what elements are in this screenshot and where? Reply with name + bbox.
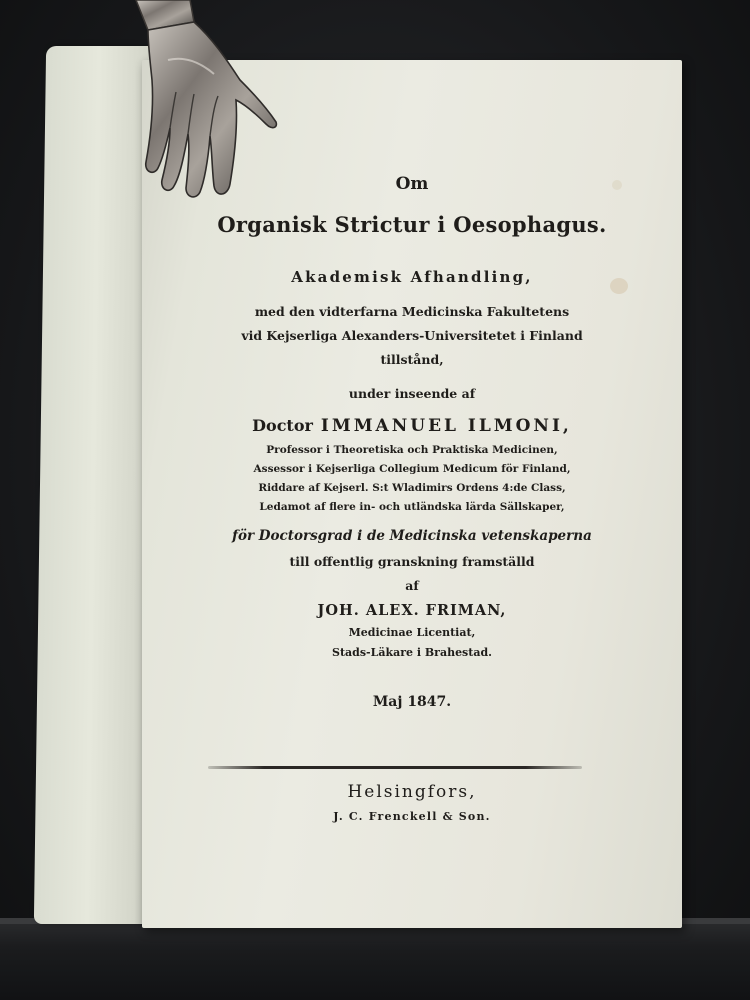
credential-line-1: Professor i Theoretiska och Praktiska Medicinen,: [266, 444, 558, 456]
purpose-line: för Doctorsgrad i de Medicinska vetenskaperna: [232, 528, 592, 544]
book-title: Organisk Strictur i Oesophagus.: [217, 212, 607, 237]
author-name: JOH. ALEX. FRIMAN,: [317, 602, 507, 619]
credential-line-4: Ledamot af flere in- och utländska lärda Sällskaper,: [259, 501, 565, 513]
sanction-line-2: vid Kejserliga Alexanders-Universitetet i Finland: [241, 328, 583, 343]
printer-name: J. C. Frenckell & Son.: [333, 810, 491, 823]
pointing-hand-icon: [128, 0, 288, 200]
author-title-2: Stads-Läkare i Brahestad.: [332, 646, 492, 659]
genre-line: Akademisk Afhandling,: [291, 268, 533, 286]
praeses-name: IMMANUEL ILMONI,: [320, 416, 572, 436]
credential-line-2: Assessor i Kejserliga Collegium Medicum för Finland,: [253, 463, 571, 475]
publication-place: Helsingfors,: [347, 782, 477, 802]
sanction-line-1: med den vidterfarna Medicinska Fakultetens: [254, 304, 570, 319]
praeses-intro: under inseende af: [348, 386, 476, 401]
divider-rule: [208, 766, 582, 769]
af-line: af: [405, 578, 419, 593]
public-line: till offentlig granskning framställd: [289, 554, 535, 569]
sanction-line-3: tillstånd,: [380, 352, 444, 367]
praeses-name-line: [142, 416, 682, 436]
doctor-prefix: Doctor: [252, 416, 313, 435]
credential-line-3: Riddare af Kejserl. S:t Wladimirs Ordens 4:de Class,: [258, 482, 566, 494]
title-om: Om: [395, 174, 429, 194]
author-title-1: Medicinae Licentiat,: [348, 626, 476, 639]
shelf: [0, 918, 750, 1000]
publication-date: Maj 1847.: [372, 694, 452, 710]
